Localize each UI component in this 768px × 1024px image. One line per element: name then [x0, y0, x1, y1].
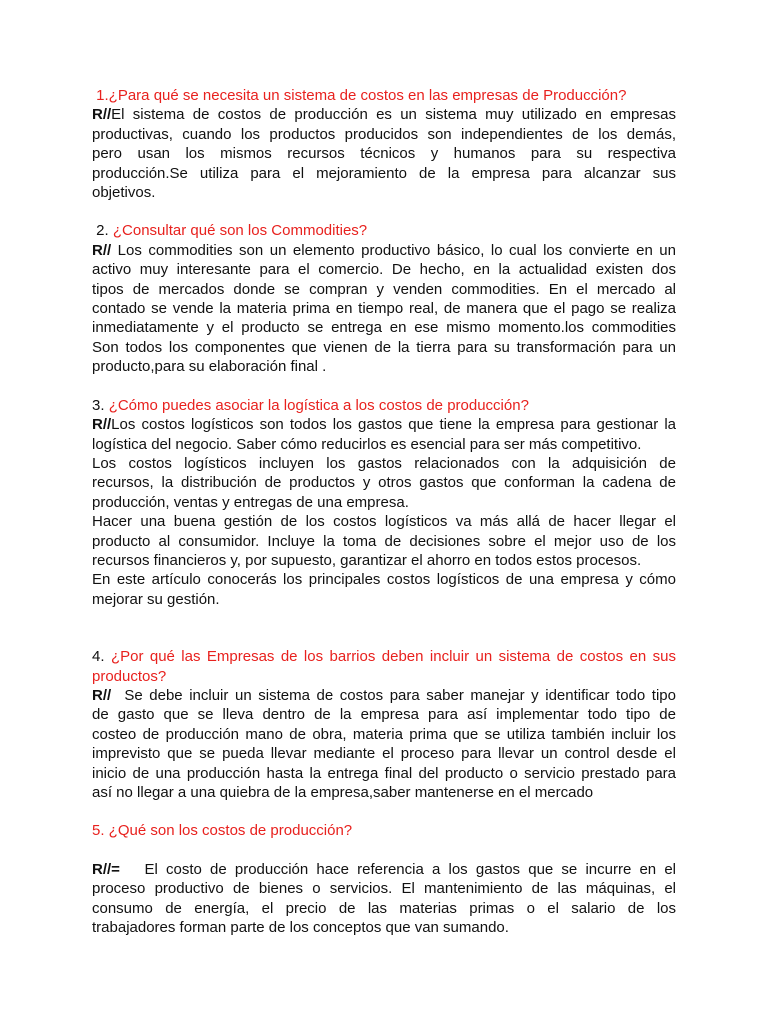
answer-2-tag: R// [92, 241, 112, 259]
answer-2-line-1: Los commodities son un elemento productivo básico, lo cual los convierte en un [111, 241, 676, 259]
answer-4-line-3: costeo de producción mano de obra, materia prima que se utiliza también incluir los [92, 725, 676, 743]
answer-2-line-5: inmediatamente y el producto se entrega en ese mismo momento.los commodities [92, 319, 676, 337]
answer-4-line-1: Se debe incluir un sistema de costos para saber manejar y identificar todo tipo [111, 686, 676, 704]
question-1-block [92, 86, 676, 202]
answer-3-line-8: recursos financieros y, por supuesto, garantizar el ahorro en todos estos procesos. [92, 551, 642, 569]
answer-4-line-2: de gasto que se lleva dentro de la empresa para así implementar todo tipo de [92, 706, 676, 724]
question-2-number: 2. [92, 222, 113, 240]
answer-3-line-9: En este artículo conocerás los principales costos logísticos de una empresa y cómo [92, 571, 676, 589]
answer-2-line-6: Son todos los componentes que vienen de la tierra para su transformación para un [92, 338, 676, 356]
answer-3 [92, 415, 676, 609]
question-2-block [92, 221, 676, 376]
answer-4-line-4: imprevisto que se pueda llevar mediante el proceso para llevar un control desde el [92, 745, 676, 763]
answer-3-line-4: recursos, la distribución de productos y otros gastos que conforman la cadena de [92, 474, 676, 492]
answer-1-line-2: productivas, cuando los productos producidos son independientes de los demás, [92, 125, 676, 143]
document-page [92, 86, 676, 937]
question-1: 1.¿Para qué se necesita un sistema de costos en las empresas de Producción? [92, 87, 627, 104]
answer-2-line-2: activo muy interesante para el comercio. De hecho, en la actualidad existen dos [92, 261, 676, 279]
question-4-text-line-1: ¿Por qué las Empresas de los barrios deben incluir un sistema de costos en sus [110, 648, 676, 666]
answer-4-line-5: inicio de una producción hasta la entrega final del producto o servicio prestado para [92, 764, 676, 782]
answer-2-line-7: producto,para su elaboración final . [92, 358, 327, 376]
answer-3-tag: R// [92, 416, 112, 434]
answer-5-line-4: trabajadores forman parte de los conceptos que van sumando. [92, 919, 509, 937]
answer-1-tag: R// [92, 106, 112, 124]
answer-5-line-2: proceso productivo de bienes o servicios. El mantenimiento de las máquinas, el [92, 880, 676, 898]
answer-4 [92, 686, 676, 802]
answer-5 [92, 860, 676, 938]
answer-3-line-7: producto al consumidor. Incluye la toma de decisiones sobre el mejor uso de los [92, 532, 676, 550]
answer-4-tag: R// [92, 686, 112, 704]
question-3 [92, 396, 676, 415]
answer-1-line-4: producción.Se utiliza para el mejoramiento de la empresa para alcanzar sus [92, 164, 676, 182]
answer-5-tag: R//= [92, 860, 120, 878]
question-3-number: 3. [92, 396, 109, 414]
answer-2-line-4: contado se vende la materia prima en tiempo real, de manera que el pago se realiza [92, 300, 676, 318]
answer-3-line-2: logística del negocio. Saber cómo reducirlos es esencial para ser más competitivo. [92, 435, 642, 453]
question-4 [92, 647, 676, 686]
question-4-text-line-2: productos? [92, 667, 167, 685]
question-2-text: ¿Consultar qué son los Commodities? [112, 222, 368, 240]
answer-3-line-3: Los costos logísticos incluyen los gastos relacionados con la adquisición de [92, 454, 676, 472]
answer-1-line-3: pero usan los mismos recursos técnicos y humanos para su respectiva [92, 145, 676, 163]
answer-4-line-6: así no llegar a una quiebra de la empresa,saber mantenerse en el mercado [92, 784, 594, 801]
answer-3-line-6: Hacer una buena gestión de los costos logísticos va más allá de hacer llegar el [92, 513, 676, 531]
question-4-number: 4. [92, 648, 111, 666]
answer-3-line-5: producción, ventas y entregas de una empresa. [92, 493, 409, 511]
question-4-block [92, 647, 676, 802]
answer-1-line-5: objetivos. [92, 184, 156, 202]
question-5-block [92, 821, 676, 937]
answer-1-line-1: El sistema de costos de producción es un sistema muy utilizado en empresas [111, 106, 676, 124]
answer-2 [92, 241, 676, 377]
answer-2-line-3: tipos de mercados donde se compran y venden commodities. En el mercado al [92, 280, 676, 298]
answer-1 [92, 105, 676, 202]
answer-5-line-1: El costo de producción hace referencia a los gastos que se incurre en el [119, 860, 676, 878]
answer-3-line-1: Los costos logísticos son todos los gastos que tiene la empresa para gestionar la [111, 416, 676, 434]
answer-5-line-3: consumo de energía, el precio de las materias primas o el salario de los [92, 899, 676, 917]
answer-3-line-10: mejorar su gestión. [92, 590, 220, 608]
question-3-block [92, 396, 676, 609]
question-2 [92, 221, 676, 240]
question-5: 5. ¿Qué son los costos de producción? [92, 822, 353, 840]
question-3-text: ¿Cómo puedes asociar la logística a los costos de producción? [108, 396, 529, 414]
